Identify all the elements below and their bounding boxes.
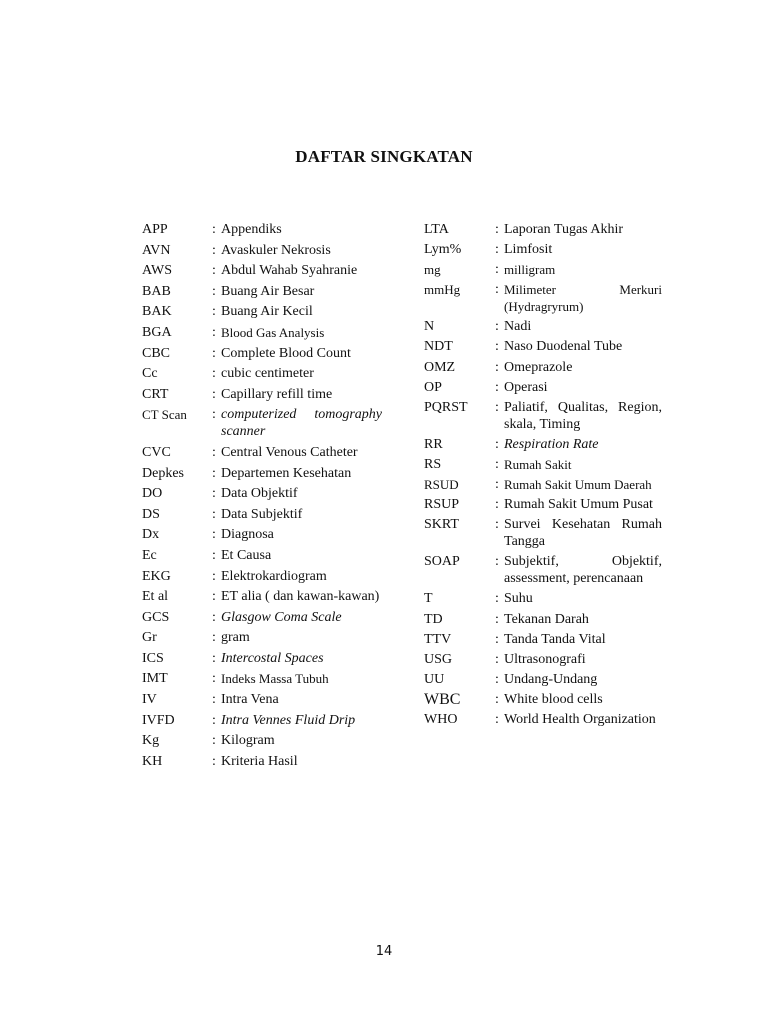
definition: Intra Vennes Fluid Drip: [221, 712, 356, 728]
separator: :: [495, 631, 499, 647]
abbreviation: DS: [142, 506, 160, 522]
list-item: [142, 526, 382, 543]
page-number: 14: [375, 944, 393, 959]
list-item: [424, 338, 662, 355]
list-item: [142, 547, 382, 564]
abbreviation: CT Scan: [142, 407, 187, 423]
abbreviation: Gr: [142, 630, 157, 646]
abbreviation: Kg: [142, 733, 160, 749]
definition: Intercostal Spaces: [221, 650, 324, 666]
separator: :: [212, 444, 216, 460]
definition: World Health Organization: [504, 711, 656, 727]
list-item: [424, 711, 662, 728]
definition: Complete Blood Count: [221, 345, 351, 361]
abbreviation: NDT: [424, 339, 453, 355]
abbreviation-list-right: [424, 221, 662, 731]
definition: Appendiks: [221, 222, 282, 237]
abbreviation: Et al: [142, 589, 169, 605]
abbreviation: APP: [142, 222, 168, 237]
list-item: [142, 303, 382, 320]
separator: :: [212, 671, 216, 687]
abbreviation: DO: [142, 486, 163, 502]
abbreviation: TTV: [424, 631, 452, 647]
list-item: [142, 386, 382, 403]
definition: Buang Air Kecil: [221, 304, 313, 320]
separator: :: [495, 554, 499, 570]
separator: :: [495, 591, 499, 607]
separator: :: [495, 711, 499, 727]
separator: :: [212, 324, 216, 340]
definition: Subjektif, Objektif, assessment, perencanaan: [504, 554, 662, 587]
list-item: [142, 588, 382, 605]
abbreviation: RR: [424, 436, 443, 452]
separator: :: [212, 753, 216, 769]
definition: Glasgow Coma Scale: [221, 609, 342, 625]
definition: Tekanan Darah: [504, 611, 589, 627]
list-item: [424, 436, 662, 453]
separator: :: [495, 611, 499, 627]
list-item: [142, 283, 382, 300]
separator: :: [212, 733, 216, 749]
list-item: [424, 590, 662, 607]
abbreviation: Cc: [142, 366, 158, 382]
list-item: [424, 671, 662, 688]
definition: Data Subjektif: [221, 506, 303, 522]
separator: :: [212, 609, 216, 625]
list-item: [424, 496, 662, 513]
list-item: [424, 651, 662, 668]
definition: Respiration Rate: [504, 436, 599, 452]
definition: Rumah Sakit: [504, 456, 572, 472]
list-item: [142, 609, 382, 626]
separator: :: [212, 304, 216, 320]
definition: Naso Duodenal Tube: [504, 339, 623, 355]
abbreviation: CRT: [142, 386, 169, 402]
definition: Survei Kesehatan Rumah Tangga: [504, 517, 662, 550]
definition: ET alia ( dan kawan-kawan): [221, 589, 380, 605]
abbreviation: BAB: [142, 283, 171, 299]
definition: Et Causa: [221, 547, 272, 563]
separator: :: [495, 399, 499, 415]
definition: Elektrokardiogram: [221, 568, 327, 584]
abbreviation: USG: [424, 651, 453, 667]
abbreviation: RSUD: [424, 477, 459, 493]
separator: :: [212, 263, 216, 279]
separator: :: [495, 379, 499, 395]
definition: Milimeter Merkuri (Hydragryrum): [504, 282, 662, 315]
definition: milligram: [504, 262, 556, 278]
list-item: [142, 629, 382, 646]
abbreviation: LTA: [424, 222, 449, 237]
definition: Avaskuler Nekrosis: [221, 242, 331, 258]
definition: Ultrasonografi: [504, 651, 586, 667]
list-item: [424, 359, 662, 376]
definition: Central Venous Catheter: [221, 444, 358, 460]
list-item: [142, 732, 382, 749]
list-item: [142, 324, 382, 341]
definition: Omeprazole: [504, 359, 573, 375]
list-item: [142, 691, 382, 708]
definition: Suhu: [504, 591, 533, 607]
definition: Rumah Sakit Umum Daerah: [504, 477, 652, 493]
list-item: [424, 476, 662, 493]
definition: Kilogram: [221, 733, 275, 749]
definition: Intra Vena: [221, 692, 279, 708]
list-item: [142, 406, 382, 440]
list-item: [424, 241, 662, 258]
definition: Capillary refill time: [221, 386, 333, 402]
abbreviation: Ec: [142, 547, 157, 563]
separator: :: [212, 283, 216, 299]
separator: :: [495, 477, 499, 493]
separator: :: [495, 359, 499, 375]
definition: Nadi: [504, 319, 532, 335]
list-item: [142, 568, 382, 585]
abbreviation: IV: [142, 692, 157, 708]
definition: Blood Gas Analysis: [221, 324, 325, 340]
list-item: [142, 753, 382, 770]
separator: :: [212, 630, 216, 646]
separator: :: [495, 497, 499, 513]
abbreviation: RS: [424, 456, 442, 472]
list-item: [424, 281, 662, 315]
definition: Rumah Sakit Umum Pusat: [504, 497, 653, 513]
definition: Operasi: [504, 379, 548, 395]
separator: :: [495, 517, 499, 533]
list-item: [142, 650, 382, 667]
list-item: [142, 345, 382, 362]
separator: :: [495, 319, 499, 335]
list-item: [142, 365, 382, 382]
separator: :: [212, 547, 216, 563]
separator: :: [212, 222, 216, 237]
separator: :: [495, 651, 499, 667]
abbreviation: T: [424, 591, 433, 607]
definition: cubic centimeter: [221, 366, 314, 382]
definition: Limfosit: [504, 242, 553, 258]
abbreviation: CBC: [142, 345, 171, 361]
abbreviation: ICS: [142, 650, 164, 666]
abbreviation: SKRT: [424, 517, 459, 533]
abbreviation: Lym%: [424, 242, 462, 258]
abbreviation: EKG: [142, 568, 171, 584]
definition: Buang Air Besar: [221, 283, 315, 299]
list-item: [142, 444, 382, 461]
definition: computerized tomography scanner: [221, 407, 382, 440]
separator: :: [495, 436, 499, 452]
abbreviation: BAK: [142, 304, 172, 320]
separator: :: [495, 339, 499, 355]
separator: :: [212, 568, 216, 584]
definition: Diagnosa: [221, 527, 274, 543]
abbreviation: OP: [424, 379, 442, 395]
separator: :: [212, 692, 216, 708]
abbreviation: mmHg: [424, 282, 461, 298]
definition: Indeks Massa Tubuh: [221, 671, 329, 687]
abbreviation: CVC: [142, 444, 171, 460]
abbreviation: IVFD: [142, 712, 175, 728]
separator: :: [212, 589, 216, 605]
page-title: DAFTAR SINGKATAN: [295, 147, 473, 166]
abbreviation: SOAP: [424, 554, 460, 570]
abbreviation: N: [424, 319, 435, 335]
abbreviation: OMZ: [424, 359, 456, 375]
definition: Laporan Tugas Akhir: [504, 222, 623, 237]
list-item: [142, 221, 382, 238]
abbreviation: KH: [142, 753, 163, 769]
list-item: [424, 456, 662, 473]
separator: :: [495, 222, 499, 237]
abbreviation: Depkes: [142, 465, 184, 481]
list-item: [142, 670, 382, 687]
abbreviation: TD: [424, 611, 443, 627]
abbreviation: AVN: [142, 242, 171, 258]
list-item: [142, 262, 382, 279]
abbreviation: WHO: [424, 711, 458, 727]
abbreviation: mg: [424, 262, 441, 278]
definition: Abdul Wahab Syahranie: [221, 263, 358, 279]
separator: :: [212, 486, 216, 502]
abbreviation: PQRST: [424, 399, 468, 415]
separator: :: [212, 527, 216, 543]
definition: White blood cells: [504, 691, 603, 707]
separator: :: [495, 242, 499, 258]
list-item: [424, 631, 662, 648]
abbreviation-list-left: [142, 221, 382, 773]
definition: Data Objektif: [221, 486, 298, 502]
list-item: [424, 221, 662, 238]
list-item: [424, 691, 662, 708]
list-item: [142, 485, 382, 502]
definition: Undang-Undang: [504, 671, 598, 687]
abbreviation: WBC: [424, 690, 461, 708]
abbreviation: AWS: [142, 263, 172, 279]
separator: :: [495, 262, 499, 278]
separator: :: [212, 465, 216, 481]
list-item: [142, 465, 382, 482]
list-item: [424, 261, 662, 278]
separator: :: [212, 242, 216, 258]
separator: :: [495, 282, 499, 298]
definition: gram: [221, 630, 250, 646]
definition: Departemen Kesehatan: [221, 465, 352, 481]
separator: :: [212, 407, 216, 423]
abbreviation: Dx: [142, 527, 160, 543]
separator: :: [212, 506, 216, 522]
abbreviation: UU: [424, 671, 445, 687]
separator: :: [212, 345, 216, 361]
definition: Kriteria Hasil: [221, 753, 298, 769]
separator: :: [212, 650, 216, 666]
separator: :: [495, 456, 499, 472]
list-item: [142, 242, 382, 259]
separator: :: [212, 386, 216, 402]
list-item: [424, 379, 662, 396]
list-item: [142, 506, 382, 523]
list-item: [424, 611, 662, 628]
abbreviation: BGA: [142, 324, 172, 340]
definition: Tanda Tanda Vital: [504, 631, 606, 647]
separator: :: [212, 712, 216, 728]
abbreviation: RSUP: [424, 497, 460, 513]
separator: :: [495, 671, 499, 687]
separator: :: [212, 366, 216, 382]
abbreviation: GCS: [142, 609, 170, 625]
definition: Paliatif, Qualitas, Region, skala, Timing: [504, 399, 662, 432]
abbreviation: IMT: [142, 671, 168, 687]
list-item: [424, 318, 662, 335]
list-item: [424, 516, 662, 550]
separator: :: [495, 691, 499, 707]
list-item: [424, 553, 662, 587]
list-item: [424, 399, 662, 433]
list-item: [142, 712, 382, 729]
